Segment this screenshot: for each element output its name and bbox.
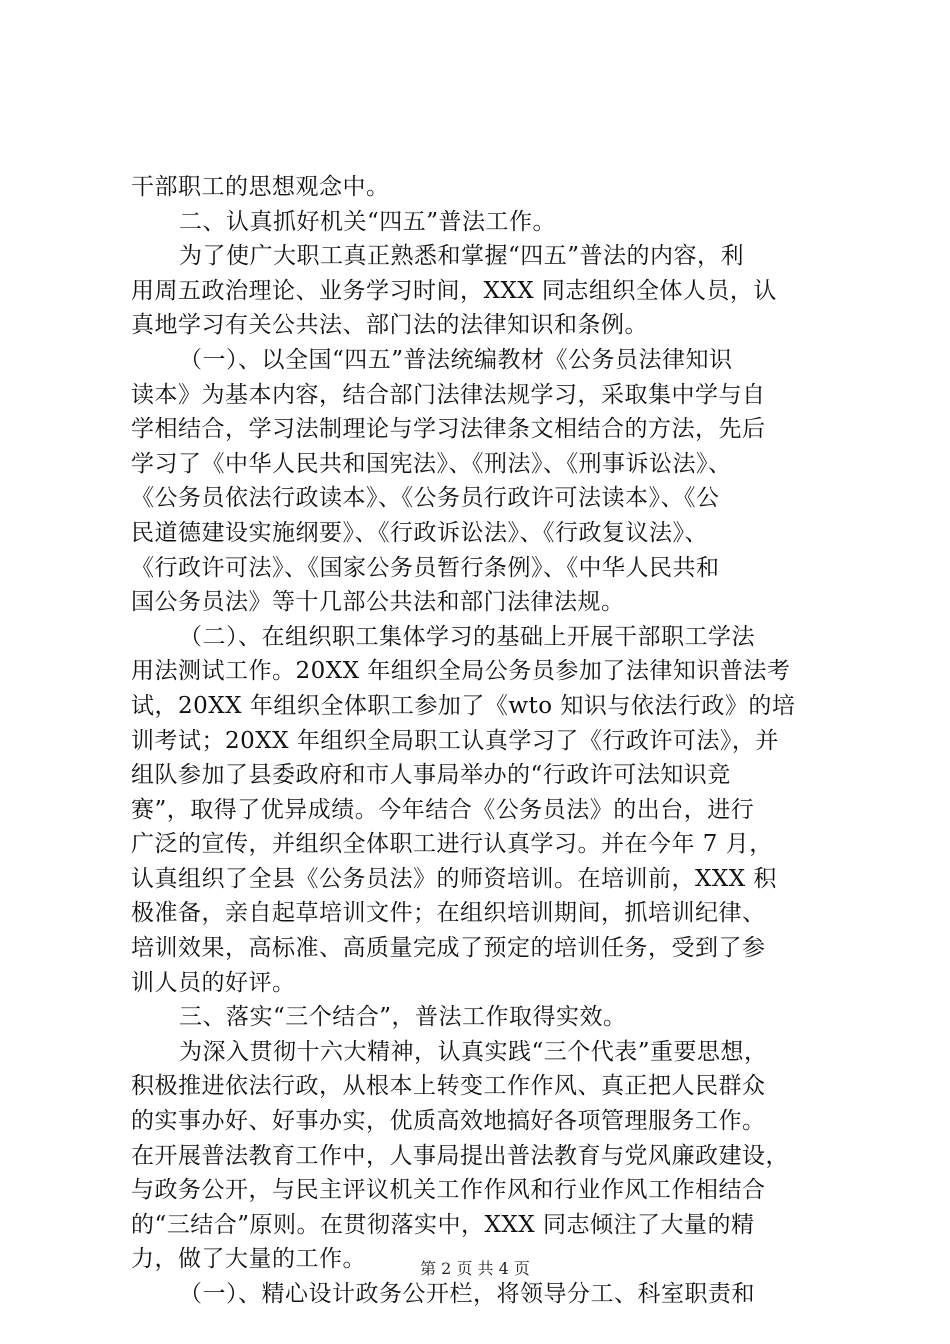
- text-line: 的“三结合”原则。在贯彻落实中，XXX 同志倾注了大量的精: [131, 1211, 755, 1238]
- text-line: 学相结合，学习法制理论与学习法律条文相结合的方法，先后: [131, 416, 766, 443]
- text-line: 的实事办好、好事办实，优质高效地搞好各项管理服务工作。: [131, 1108, 766, 1135]
- text-line: 读本》为基本内容，结合部门法律法规学习，采取集中学与自: [131, 381, 766, 408]
- page-footer: 第 2 页 共 4 页: [420, 1259, 530, 1278]
- text-line: 《公务员依法行政读本》、《公务员行政许可法读本》、《公: [131, 485, 720, 512]
- text-line: 广泛的宣传，并组织全体职工进行认真学习。并在今年 7 月，: [131, 831, 773, 858]
- text-line: （一）、以全国“四五”普法统编教材《公务员法律知识: [179, 346, 733, 373]
- text-line: （一）、精心设计政务公开栏，将领导分工、科室职责和: [179, 1281, 755, 1307]
- text-line: 二、认真抓好机关“四五”普法工作。: [179, 208, 557, 235]
- text-line: 积极推进依法行政，从根本上转变工作作风、真正把人民群众: [131, 1073, 766, 1100]
- text-line: 培训效果，高标准、高质量完成了预定的培训任务，受到了参: [131, 935, 766, 962]
- text-line: 极准备，亲自起草培训文件；在组织培训期间，抓培训纪律、: [131, 900, 766, 927]
- text-line: 赛”，取得了优异成绩。今年结合《公务员法》的出台，进行: [131, 796, 755, 823]
- text-line: 训人员的好评。: [131, 969, 296, 996]
- text-line: 学习了《中华人民共和国宪法》、《刑法》、《刑事诉讼法》、: [131, 450, 732, 477]
- text-line: 干部职工的思想观念中。: [131, 174, 390, 200]
- text-line: 为深入贯彻十六大精神，认真实践“三个代表”重要思想，: [179, 1038, 768, 1065]
- text-line: 组队参加了县委政府和市人事局举办的“行政许可法知识竞: [131, 762, 731, 789]
- text-line: 国公务员法》等十几部公共法和部门法律法规。: [131, 589, 625, 616]
- text-line: 认真组织了全县《公务员法》的师资培训。在培训前，XXX 积: [131, 865, 777, 892]
- text-line: 与政务公开，与民主评议机关工作作风和行业作风工作相结合: [131, 1177, 766, 1204]
- text-line: 三、落实“三个结合”，普法工作取得实效。: [179, 1004, 627, 1031]
- text-line: 训考试；20XX 年组织全局职工认真学习了《行政许可法》，并: [131, 727, 779, 754]
- text-line: 用周五政治理论、业务学习时间，XXX 同志组织全体人员，认: [131, 277, 777, 304]
- text-line: 民道德建设实施纲要》、《行政诉讼法》、《行政复议法》、: [131, 519, 708, 546]
- text-line: （二）、在组织职工集体学习的基础上开展干部职工学法: [179, 623, 755, 650]
- text-line: 为了使广大职工真正熟悉和掌握“四五”普法的内容，利: [179, 243, 745, 270]
- text-line: 力，做了大量的工作。: [131, 1246, 366, 1273]
- text-line: 《行政许可法》、《国家公务员暂行条例》、《中华人民共和: [131, 554, 720, 581]
- text-line: 试，20XX 年组织全体职工参加了《wto 知识与依法行政》的培: [131, 692, 796, 719]
- text-line: 真地学习有关公共法、部门法的法律知识和条例。: [131, 312, 648, 339]
- text-line: 在开展普法教育工作中，人事局提出普法教育与党风廉政建设，: [131, 1142, 789, 1169]
- document-body: [131, 170, 831, 1312]
- text-line: 用法测试工作。20XX 年组织全局公务员参加了法律知识普法考: [131, 658, 791, 685]
